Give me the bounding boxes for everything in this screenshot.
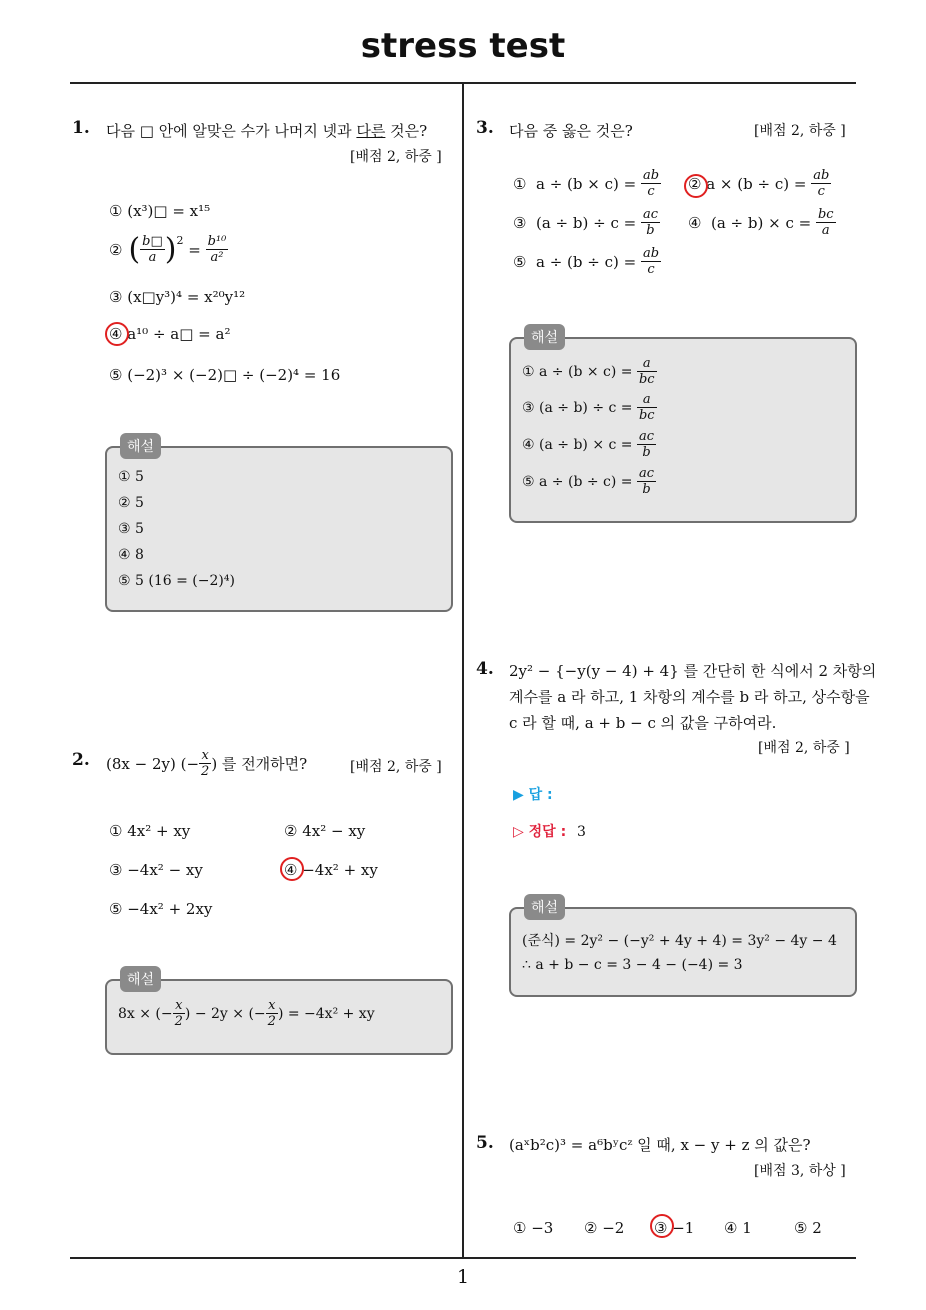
correct-label: ▷ 정답 : [513, 824, 567, 840]
question-stem-line: c 라 할 때, a + b − c 의 값을 구하여라. [509, 714, 777, 732]
fraction [811, 168, 831, 199]
correct-value: 3 [577, 824, 586, 840]
explanation-line: ④ 8 [118, 547, 144, 563]
explanation-line: (준식) = 2y² − (−y² + 4y + 4) = 3y² − 4y − 4 [522, 933, 837, 949]
fraction [637, 429, 656, 460]
answer-input-label[interactable]: ▶ 답 : [513, 787, 553, 803]
fraction [637, 392, 657, 423]
numerator: ac [642, 207, 658, 222]
score-meta: [배점 2, 하중 ] [754, 123, 846, 139]
denominator: 2 [267, 1014, 276, 1029]
denominator: b [646, 223, 655, 238]
option-1[interactable] [513, 168, 661, 199]
numerator: bc [817, 207, 834, 222]
paren-open: ( [128, 232, 141, 267]
explanation-tab: 해설 [524, 324, 565, 350]
numerator: b□ [142, 234, 163, 249]
score-meta: [배점 3, 하상 ] [754, 1163, 846, 1179]
option-lhs: ④ (a ÷ b) × c = [688, 213, 816, 232]
denominator: 2 [174, 1014, 183, 1029]
option-1[interactable]: ① −3 [513, 1219, 554, 1237]
option-2[interactable] [688, 168, 831, 199]
numerator: ac [638, 429, 654, 444]
option-3[interactable]: ③ −1 [654, 1219, 695, 1237]
exp-part: ) = −4x² + xy [277, 1005, 375, 1022]
numerator: b¹⁰ [207, 234, 227, 249]
option-lhs: ③ (a ÷ b) ÷ c = [513, 213, 641, 232]
option-3[interactable]: ③ (x□y³)⁴ = x²⁰y¹² [109, 288, 246, 306]
column-divider [462, 84, 464, 1258]
question-number: 4. [476, 659, 494, 679]
explanation-line [118, 998, 375, 1029]
fraction [173, 998, 185, 1029]
option-lhs: ① a ÷ (b × c) = [513, 174, 641, 193]
denominator: bc [638, 372, 655, 387]
question-number: 3. [476, 118, 494, 138]
question-number: 2. [72, 750, 90, 770]
option-2[interactable] [109, 232, 228, 267]
exp-lhs: ④ (a ÷ b) × c = [522, 436, 637, 453]
page-title: stress test [360, 26, 566, 66]
exp-lhs: ⑤ a ÷ (b ÷ c) = [522, 473, 637, 490]
score-meta: [배점 2, 하중 ] [350, 759, 442, 775]
denominator: a [148, 250, 157, 265]
stem-part: 것은? [385, 122, 428, 140]
page-number: 1 [456, 1266, 470, 1288]
fraction [206, 234, 229, 265]
selected-answer-circle [105, 322, 129, 346]
question-stem-line: 계수를 a 라 하고, 1 차항의 계수를 b 라 하고, 상수항을 [509, 688, 870, 706]
fraction [199, 748, 211, 779]
option-lhs: ⑤ a ÷ (b ÷ c) = [513, 252, 641, 271]
exponent: 2 [176, 234, 184, 247]
question-stem: (aˣb²c)³ = a⁶bʸcᶻ 일 때, x − y + z 의 값은? [509, 1136, 811, 1154]
exp-part: 8x × (− [118, 1005, 173, 1022]
option-4[interactable] [688, 207, 836, 238]
numerator: ab [642, 246, 660, 261]
explanation-line: ③ 5 [118, 521, 144, 537]
denominator: b [642, 445, 651, 460]
fraction [641, 207, 660, 238]
option-5[interactable]: ⑤ 2 [794, 1219, 822, 1237]
denominator: 2 [201, 764, 210, 779]
explanation-line [522, 392, 657, 423]
footer-rule [70, 1257, 856, 1259]
denominator: a² [210, 250, 224, 265]
exp-lhs: ③ (a ÷ b) ÷ c = [522, 399, 637, 416]
stem-part: ) 를 전개하면? [211, 755, 308, 773]
fraction [140, 234, 165, 265]
option-1[interactable]: ① (x³)□ = x¹⁵ [109, 202, 211, 220]
option-3[interactable]: ③ −4x² − xy [109, 861, 203, 879]
numerator: a [637, 392, 657, 408]
numerator: ac [638, 466, 654, 481]
explanation-line [522, 429, 656, 460]
numerator: ab [642, 168, 660, 183]
option-4[interactable]: ④ −4x² + xy [284, 861, 378, 879]
equals: = [183, 240, 206, 259]
option-lhs: ② a × (b ÷ c) = [688, 174, 812, 193]
numerator: x [173, 998, 185, 1014]
explanation-tab: 해설 [120, 966, 161, 992]
numerator: a [637, 356, 657, 372]
score-meta: [배점 2, 하중 ] [350, 149, 442, 165]
explanation-line: ∴ a + b − c = 3 − 4 − (−4) = 3 [522, 957, 743, 973]
selected-answer-circle [684, 174, 708, 198]
explanation-line [522, 466, 656, 497]
fraction [266, 998, 278, 1029]
question-stem [106, 748, 307, 779]
question-number: 5. [476, 1133, 494, 1153]
stem-underlined: 다른 [356, 122, 386, 140]
question-number: 1. [72, 118, 90, 138]
option-4[interactable]: ④ 1 [724, 1219, 752, 1237]
score-meta: [배점 2, 하중 ] [758, 740, 850, 756]
exp-lhs: ① a ÷ (b × c) = [522, 363, 637, 380]
numerator: x [266, 998, 278, 1014]
denominator: c [647, 262, 655, 277]
explanation-line: ② 5 [118, 495, 144, 511]
option-2[interactable]: ② −2 [584, 1219, 625, 1237]
selected-answer-circle [650, 1214, 674, 1238]
question-stem [106, 120, 427, 141]
option-marker: ② [109, 240, 123, 259]
explanation-line: ⑤ 5 (16 = (−2)⁴) [118, 573, 235, 589]
question-stem: 다음 중 옳은 것은? [509, 122, 633, 140]
stem-part: 다음 □ 안에 알맞은 수가 나머지 넷과 [106, 122, 357, 140]
explanation-line [522, 356, 657, 387]
denominator: c [817, 184, 825, 199]
paren-close: ) [164, 232, 177, 267]
option-5[interactable]: ⑤ (−2)³ × (−2)□ ÷ (−2)⁴ = 16 [109, 366, 341, 384]
explanation-line: ① 5 [118, 469, 144, 485]
explanation-box [509, 907, 857, 997]
fraction [641, 168, 661, 199]
fraction [641, 246, 661, 277]
fraction [637, 356, 657, 387]
selected-answer-circle [280, 857, 304, 881]
numerator: x [199, 748, 211, 764]
option-5[interactable]: ⑤ −4x² + 2xy [109, 900, 213, 918]
denominator: b [642, 482, 651, 497]
option-5[interactable] [513, 246, 661, 277]
fraction [637, 466, 656, 497]
exp-part: ) − 2y × (− [184, 1005, 266, 1022]
explanation-tab: 해설 [120, 433, 161, 459]
numerator: ab [813, 168, 830, 183]
option-3[interactable] [513, 207, 660, 238]
denominator: bc [638, 408, 655, 423]
explanation-tab: 해설 [524, 894, 565, 920]
option-1[interactable]: ① 4x² + xy [109, 822, 191, 840]
stem-part: (8x − 2y) (− [106, 754, 200, 773]
correct-answer-label [513, 821, 586, 841]
question-stem-line: 2y² − {−y(y − 4) + 4} 를 간단히 한 식에서 2 차항의 [509, 662, 877, 680]
denominator: a [821, 223, 830, 238]
option-2[interactable]: ② 4x² − xy [284, 822, 366, 840]
option-4[interactable]: ④ a¹⁰ ÷ a□ = a² [109, 325, 231, 343]
denominator: c [647, 184, 655, 199]
fraction [816, 207, 836, 238]
